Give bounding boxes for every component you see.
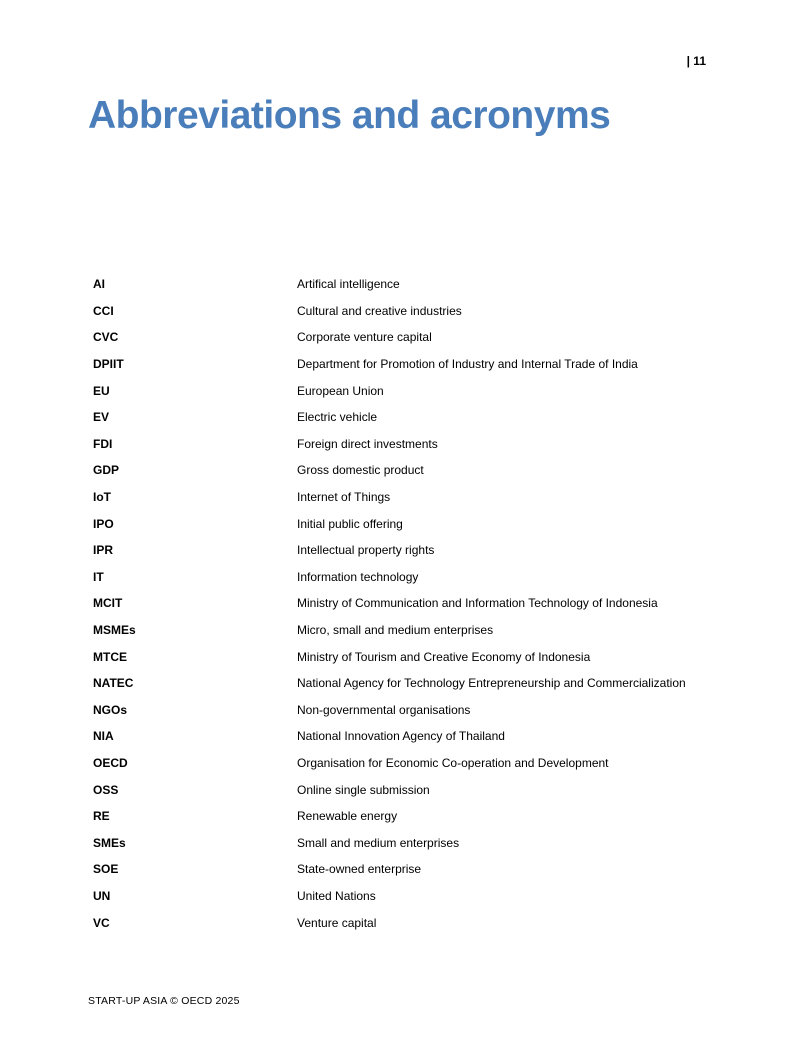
abbreviation-term: GDP — [93, 463, 120, 478]
abbreviation-row — [93, 564, 733, 591]
abbreviation-definition: Foreign direct investments — [297, 436, 438, 451]
abbreviation-term: NATEC — [93, 676, 134, 691]
abbreviation-row — [93, 670, 733, 697]
abbreviation-row — [93, 776, 733, 803]
abbreviation-definition: National Innovation Agency of Thailand — [297, 729, 505, 744]
abbreviation-term: NGOs — [93, 702, 128, 717]
abbreviation-term: IPO — [93, 516, 114, 531]
abbreviation-term: IoT — [93, 490, 111, 505]
abbreviation-term: OSS — [93, 782, 119, 797]
abbreviation-row — [93, 404, 733, 431]
abbreviation-term: NIA — [93, 729, 114, 744]
page-number: | 11 — [686, 54, 706, 68]
abbreviation-row — [93, 431, 733, 458]
abbreviation-definition: Venture capital — [297, 915, 377, 930]
abbreviation-row — [93, 803, 733, 830]
abbreviation-row — [93, 909, 733, 936]
abbreviation-row — [93, 750, 733, 777]
abbreviation-row — [93, 643, 733, 670]
abbreviation-definition: National Agency for Technology Entrepreneurship and Commercialization — [297, 676, 686, 691]
abbreviation-term: SMEs — [93, 835, 126, 850]
abbreviation-term: MCIT — [93, 596, 123, 611]
abbreviation-definition: Micro, small and medium enterprises — [297, 623, 494, 638]
abbreviation-row — [93, 298, 733, 325]
abbreviation-row — [93, 883, 733, 910]
abbreviation-term: OECD — [93, 755, 128, 770]
abbreviation-term: AI — [93, 277, 105, 292]
abbreviation-definition: Department for Promotion of Industry and Internal Trade of India — [297, 357, 638, 372]
abbreviation-definition: Gross domestic product — [297, 463, 424, 478]
abbreviation-definition: Artifical intelligence — [297, 277, 400, 292]
abbreviation-row — [93, 351, 733, 378]
abbreviation-row — [93, 856, 733, 883]
abbreviation-term: MSMEs — [93, 623, 136, 638]
abbreviation-term: IPR — [93, 543, 114, 558]
abbreviation-term: UN — [93, 888, 111, 903]
abbreviation-list — [93, 271, 733, 936]
abbreviation-definition: Organisation for Economic Co-operation and Development — [297, 755, 609, 770]
abbreviation-row — [93, 723, 733, 750]
abbreviation-term: MTCE — [93, 649, 127, 664]
abbreviation-definition: Corporate venture capital — [297, 330, 432, 345]
abbreviation-term: FDI — [93, 436, 113, 451]
abbreviation-definition: Internet of Things — [297, 490, 391, 505]
page-title: Abbreviations and acronyms — [88, 94, 611, 137]
abbreviation-row — [93, 510, 733, 537]
abbreviation-definition: Cultural and creative industries — [297, 303, 462, 318]
abbreviation-row — [93, 829, 733, 856]
abbreviation-definition: Online single submission — [297, 782, 430, 797]
abbreviation-row — [93, 457, 733, 484]
abbreviation-term: SOE — [93, 862, 119, 877]
abbreviation-term: DPIIT — [93, 357, 124, 372]
abbreviation-row — [93, 537, 733, 564]
abbreviation-definition: Small and medium enterprises — [297, 835, 460, 850]
abbreviation-row — [93, 590, 733, 617]
abbreviation-term: IT — [93, 569, 104, 584]
abbreviation-row — [93, 697, 733, 724]
abbreviation-definition: State-owned enterprise — [297, 862, 422, 877]
abbreviation-row — [93, 377, 733, 404]
abbreviation-term: CVC — [93, 330, 119, 345]
page-footer: START-UP ASIA © OECD 2025 — [88, 995, 240, 1007]
abbreviation-row — [93, 271, 733, 298]
abbreviation-definition: Ministry of Communication and Information Technology of Indonesia — [297, 596, 658, 611]
abbreviation-term: VC — [93, 915, 110, 930]
abbreviation-definition: Intellectual property rights — [297, 543, 435, 558]
abbreviation-term: RE — [93, 809, 110, 824]
abbreviation-row — [93, 324, 733, 351]
abbreviation-definition: United Nations — [297, 888, 376, 903]
abbreviation-definition: Renewable energy — [297, 809, 398, 824]
abbreviation-definition: Ministry of Tourism and Creative Economy of Indonesia — [297, 649, 591, 664]
abbreviation-definition: Initial public offering — [297, 516, 403, 531]
abbreviation-definition: Information technology — [297, 569, 419, 584]
abbreviation-definition: Non-governmental organisations — [297, 702, 471, 717]
abbreviation-term: CCI — [93, 303, 114, 318]
abbreviation-definition: European Union — [297, 383, 384, 398]
abbreviation-term: EV — [93, 410, 110, 425]
abbreviation-row — [93, 484, 733, 511]
abbreviation-definition: Electric vehicle — [297, 410, 378, 425]
abbreviation-row — [93, 617, 733, 644]
abbreviation-term: EU — [93, 383, 110, 398]
